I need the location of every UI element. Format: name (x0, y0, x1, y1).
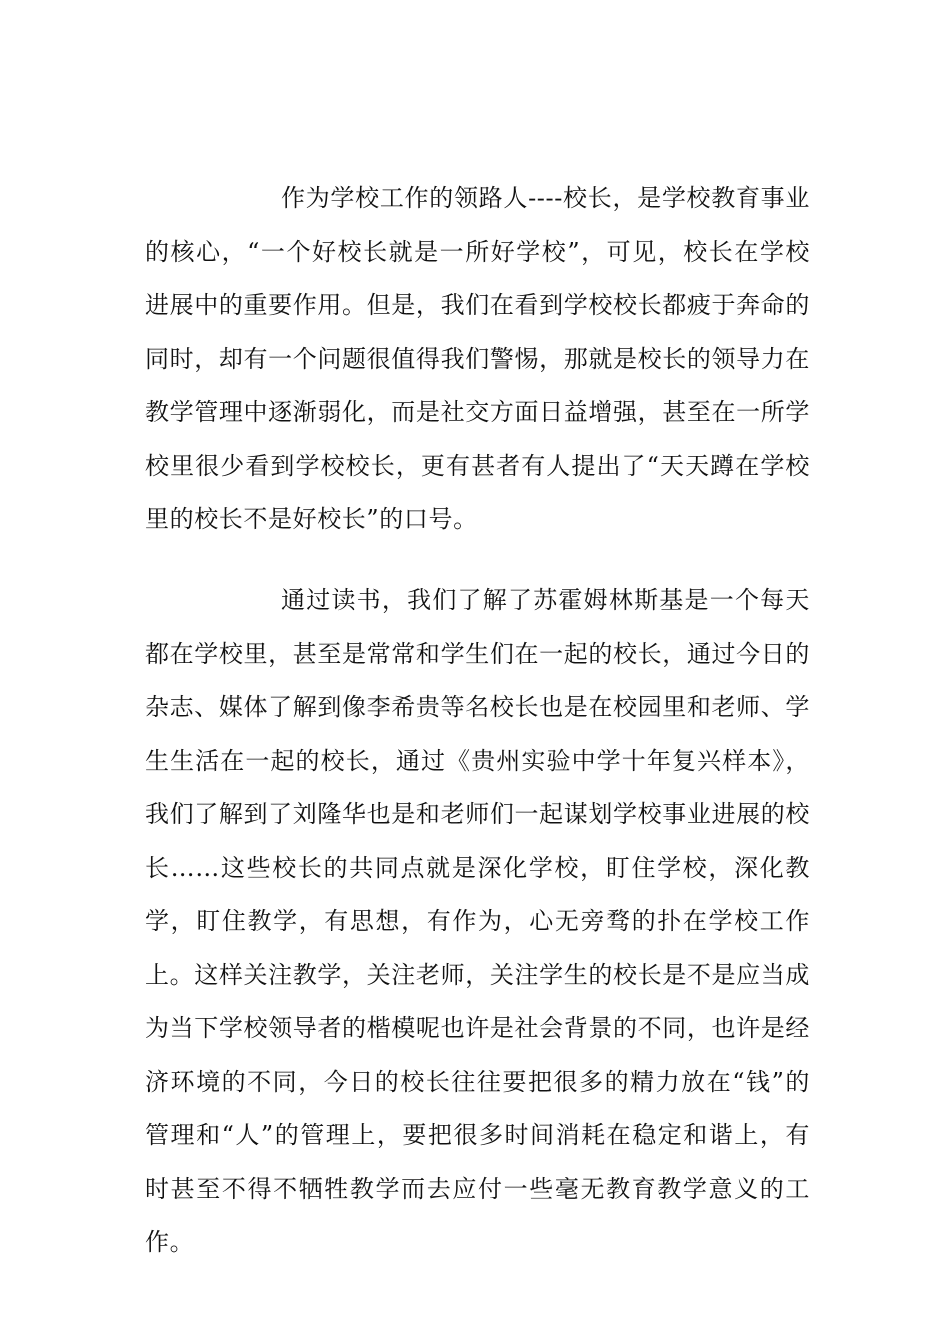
paragraph-2: 通过读书，我们了解了苏霍姆林斯基是一个每天都在学校里，甚至是常常和学生们在一起的校长，通过今日的杂志、媒体了解到像李希贵等名校长也是在校园里和老师、学生生活在一起的校长，通过《贵州实验中学十年复兴样本》，我们了解到了刘隆华也是和老师们一起谋划学校事业进展的校长……这些校长的共同点就是深化学校，盯住学校，深化教学，盯住教学，有思想，有作为，心无旁骛的扑在学校工作上。这样关注教学，关注老师，关注学生的校长是不是应当成为当下学校领导者的楷模呢也许是社会背景的不同，也许是经济环境的不同，今日的校长往往要把很多的精力放在“钱”的管理和“人”的管理上，要把很多时间消耗在稳定和谐上，有时甚至不得不牺牲教学而去应付一些毫无教育教学意义的工作。 (145, 586, 810, 1256)
paragraph-1: 作为学校工作的领路人----校长，是学校教育事业的核心，“一个好校长就是一所好学校”，可见，校长在学校进展中的重要作用。但是，我们在看到学校校长都疲于奔命的同时，却有一个问题很值得我们警惕，那就是校长的领导力在教学管理中逐渐弱化，而是社交方面日益增强，甚至在一所学校里很少看到学校校长，更有甚者有人提出了“天天蹲在学校里的校长不是好校长”的口号。 (145, 184, 810, 533)
